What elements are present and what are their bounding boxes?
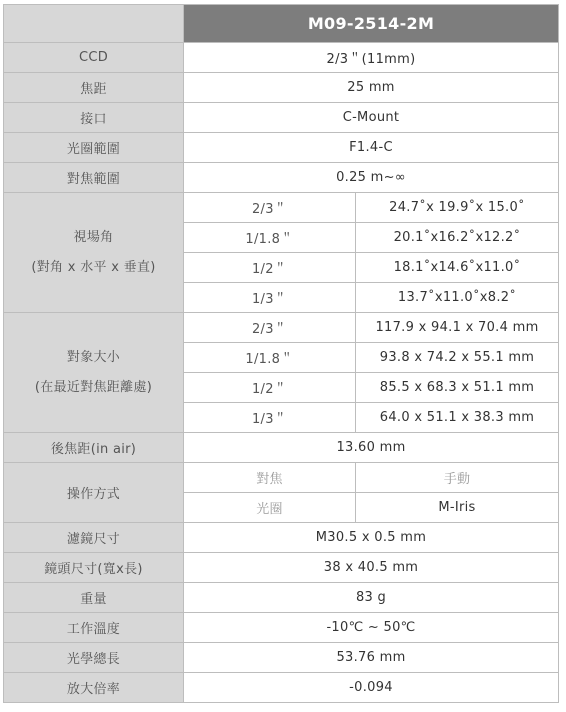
spec-row-magnification	[4, 673, 559, 703]
fov-label-line2: (對角 x 水平 x 垂直)	[31, 259, 156, 275]
spec-row-dimension	[4, 553, 559, 583]
spec-row-weight	[4, 583, 559, 613]
object-size-value: 85.5 x 68.3 x 51.1 mm	[356, 373, 559, 403]
operation-value: 手動	[356, 463, 559, 493]
object-size-sensor: 1/1.8＂	[184, 343, 356, 373]
spec-label-aperture: 光圈範圍	[4, 133, 184, 163]
spec-row-mount	[4, 103, 559, 133]
fov-size: 2/3＂	[184, 193, 356, 223]
spec-label-weight: 重量	[4, 583, 184, 613]
spec-value-focal: 25 mm	[184, 73, 559, 103]
fov-value: 18.1˚x14.6˚x11.0˚	[356, 253, 559, 283]
object-size-value: 64.0 x 51.1 x 38.3 mm	[356, 403, 559, 433]
spec-label-back-focal: 後焦距(in air)	[4, 433, 184, 463]
spec-value-total-length: 53.76 mm	[184, 643, 559, 673]
fov-size: 1/1.8＂	[184, 223, 356, 253]
object-size-value: 117.9 x 94.1 x 70.4 mm	[356, 313, 559, 343]
fov-value: 20.1˚x16.2˚x12.2˚	[356, 223, 559, 253]
spec-row-back-focal	[4, 433, 559, 463]
spec-row-fov	[4, 193, 559, 223]
spec-row-filter	[4, 523, 559, 553]
spec-row-focus-range	[4, 163, 559, 193]
spec-value-dimension: 38 x 40.5 mm	[184, 553, 559, 583]
spec-value-aperture: F1.4-C	[184, 133, 559, 163]
spec-row-ccd	[4, 43, 559, 73]
spec-row-aperture	[4, 133, 559, 163]
spec-label-ccd: CCD	[4, 43, 184, 73]
operation-value: M-Iris	[356, 493, 559, 523]
spec-value-ccd: 2/3＂(11mm)	[184, 43, 559, 73]
spec-label-temp: 工作溫度	[4, 613, 184, 643]
object-size-value: 93.8 x 74.2 x 55.1 mm	[356, 343, 559, 373]
spec-label-focal: 焦距	[4, 73, 184, 103]
spec-row-temp	[4, 613, 559, 643]
spec-label-filter: 濾鏡尺寸	[4, 523, 184, 553]
spec-label-mount: 接口	[4, 103, 184, 133]
spec-row-object-size	[4, 313, 559, 343]
spec-label-dimension: 鏡頭尺寸(寬x長)	[4, 553, 184, 583]
operation-name: 對焦	[184, 463, 356, 493]
fov-value: 13.7˚x11.0˚x8.2˚	[356, 283, 559, 313]
spec-label-object-size	[4, 313, 184, 433]
spec-label-magnification: 放大倍率	[4, 673, 184, 703]
spec-row-total-length	[4, 643, 559, 673]
spec-table	[3, 4, 559, 703]
spec-label-total-length: 光學總長	[4, 643, 184, 673]
header-row	[4, 5, 559, 43]
object-size-label-line1: 對象大小	[66, 349, 121, 365]
spec-label-operation: 操作方式	[4, 463, 184, 523]
fov-label-line1: 視場角	[73, 229, 114, 245]
model-title: M09-2514-2M	[184, 5, 559, 43]
spec-value-weight: 83 g	[184, 583, 559, 613]
object-size-sensor: 1/2＂	[184, 373, 356, 403]
fov-size: 1/2＂	[184, 253, 356, 283]
fov-value: 24.7˚x 19.9˚x 15.0˚	[356, 193, 559, 223]
object-size-sensor: 1/3＂	[184, 403, 356, 433]
spec-row-focal	[4, 73, 559, 103]
object-size-label-line2: (在最近對焦距離處)	[34, 379, 153, 395]
spec-row-operation	[4, 463, 559, 493]
object-size-sensor: 2/3＂	[184, 313, 356, 343]
header-blank-cell	[4, 5, 184, 43]
spec-value-back-focal: 13.60 mm	[184, 433, 559, 463]
fov-size: 1/3＂	[184, 283, 356, 313]
spec-value-filter: M30.5 x 0.5 mm	[184, 523, 559, 553]
spec-value-mount: C-Mount	[184, 103, 559, 133]
spec-label-focus-range: 對焦範圍	[4, 163, 184, 193]
operation-name: 光圈	[184, 493, 356, 523]
spec-value-temp: -10℃ ~ 50℃	[184, 613, 559, 643]
spec-value-focus-range: 0.25 m~∞	[184, 163, 559, 193]
spec-label-fov	[4, 193, 184, 313]
spec-value-magnification: -0.094	[184, 673, 559, 703]
